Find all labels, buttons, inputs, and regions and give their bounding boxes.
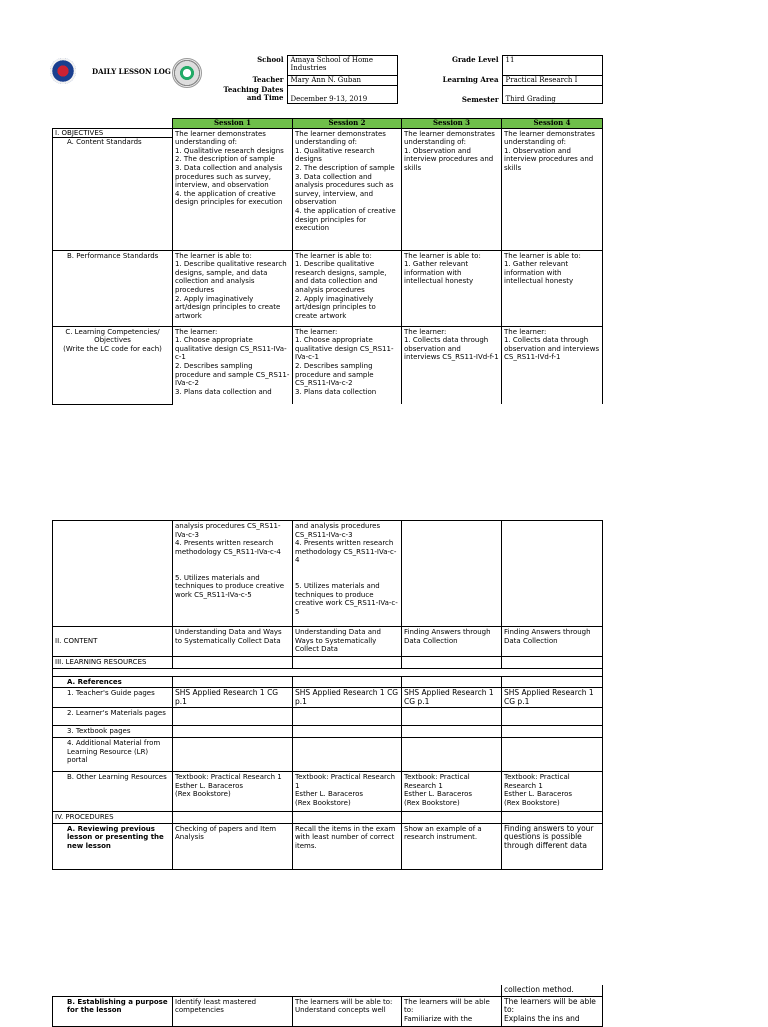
- competencies-cont-s2: and analysis procedures CS_RS11-IVa-c-3 4. Presents written research methodology CS_RS11-IVa-c-4 5. Utilizes materials and techniques to produce creative work CS_RS11-IVa-c-5: [293, 521, 402, 627]
- performance-s3: The learner is able to: 1. Gather relevant information with intellectual honesty: [402, 250, 502, 326]
- session-2-header: Session 2: [293, 119, 402, 129]
- teaching-dates-label: Teaching Dates and Time: [223, 84, 284, 102]
- teachers-guide-s4: SHS Applied Research 1 CG p.1: [502, 688, 603, 708]
- references-label: A. References: [53, 676, 173, 688]
- competencies-cont-s4: [502, 521, 603, 627]
- school-label: School: [257, 54, 284, 64]
- textbook-pages-label: 3. Textbook pages: [53, 726, 173, 738]
- teachers-guide-s3: SHS Applied Research 1 CG p.1: [402, 688, 502, 708]
- performance-s4: The learner is able to: 1. Gather relevant information with intellectual honesty: [502, 250, 603, 326]
- content-label: II. CONTENT: [53, 627, 173, 657]
- teacher-value: Mary Ann N. Guban: [287, 76, 397, 86]
- performance-standards-label: B. Performance Standards: [53, 250, 173, 326]
- dll-title: DAILY LESSON LOG: [92, 67, 171, 76]
- procedures-label: IV. PROCEDURES: [53, 811, 173, 823]
- content-standards-s3: The learner demonstrates understanding of: 1. Observation and interview procedures and skills: [402, 128, 502, 250]
- purpose-s4: The learners will be able to: Explains the ins and: [502, 996, 603, 1026]
- purpose-s1: Identify least mastered competencies: [173, 996, 293, 1026]
- session-3-header: Session 3: [402, 119, 502, 129]
- reviewing-s1: Checking of papers and Item Analysis: [173, 823, 293, 869]
- competencies-cont-s3: [402, 521, 502, 627]
- competencies-s4: The learner: 1. Collects data through observation and interviews CS_RS11-IVd-f-1: [502, 326, 603, 404]
- reviewing-s3: Show an example of a research instrument.: [402, 823, 502, 869]
- reviewing-s4: Finding answers to your questions is possible through different data: [502, 823, 603, 869]
- other-resources-s1: Textbook: Practical Research 1 Esther L. Baraceros (Rex Bookstore): [173, 771, 293, 811]
- purpose-s2: The learners will be able to: Understand concepts well: [293, 996, 402, 1026]
- competencies-s2: The learner: 1. Choose appropriate qualitative design CS_RS11-IVa-c-1 2. Describes sampling procedure and sample CS_RS11-IVa-c-2 3. Plans data collection: [293, 326, 402, 404]
- school-value: Amaya School of Home Industries: [287, 56, 397, 76]
- competencies-cont-s1: analysis procedures CS_RS11-IVa-c-3 4. Presents written research methodology CS_RS11-IVa-c-4 5. Utilizes materials and techniques to produce creative work CS_RS11-IVa-c-5: [173, 521, 293, 627]
- content-standards-label: A. Content Standards: [67, 138, 142, 147]
- objectives-table: [52, 118, 603, 405]
- content-s2: Understanding Data and Ways to Systematically Collect Data: [293, 627, 402, 657]
- semester-value: Third Grading: [502, 86, 602, 104]
- grade-level-value: 11: [502, 56, 602, 76]
- content-standards-s4: The learner demonstrates understanding of: 1. Observation and interview procedures and skills: [502, 128, 603, 250]
- content-resources-table: [52, 520, 603, 870]
- other-resources-label: B. Other Learning Resources: [53, 771, 173, 811]
- header-info-table: [48, 55, 602, 103]
- content-s1: Understanding Data and Ways to Systematically Collect Data: [173, 627, 293, 657]
- performance-s2: The learner is able to: 1. Describe qualitative research designs, sample, and data collection and analysis procedures 2. Apply imaginatively art/design principles to create artwork: [293, 250, 402, 326]
- collection-method-cont: collection method.: [502, 985, 603, 996]
- teachers-guide-s1: SHS Applied Research 1 CG p.1: [173, 688, 293, 708]
- purpose-label: B. Establishing a purpose for the lesson: [53, 996, 173, 1026]
- competencies-s1: The learner: 1. Choose appropriate qualitative design CS_RS11-IVa-c-1 2. Describes sampling procedure and sample CS_RS11-IVa-c-2 3. Plans data collection and: [173, 326, 293, 404]
- learning-area-label: Learning Area: [442, 74, 499, 84]
- reviewing-label: A. Reviewing previous lesson or presenting the new lesson: [53, 823, 173, 869]
- learning-area-value: Practical Research I: [502, 76, 602, 86]
- session-4-header: Session 4: [502, 119, 603, 129]
- content-standards-s2: The learner demonstrates understanding of: 1. Qualitative research designs 2. The description of sample 3. Data collection and analysis procedures such as survey, interview, and observation 4. the application of creative design principles for execution: [293, 128, 402, 250]
- performance-s1: The learner is able to: 1. Describe qualitative research designs, sample, and data collection and analysis procedures 2. Apply imaginatively art/design principles to create artwork: [173, 250, 293, 326]
- competencies-s3: The learner: 1. Collects data through observation and interviews CS_RS11-IVd-f-1: [402, 326, 502, 404]
- procedures-table: [52, 985, 603, 1027]
- teaching-dates-value: December 9-13, 2019: [287, 86, 397, 104]
- additional-materials-label: 4. Additional Material from Learning Resource (LR) portal: [53, 737, 173, 771]
- objectives-heading: I. OBJECTIVES: [53, 129, 172, 139]
- teachers-guide-s2: SHS Applied Research 1 CG p.1: [293, 688, 402, 708]
- other-resources-s4: Textbook: Practical Research 1 Esther L. Baraceros (Rex Bookstore): [502, 771, 603, 811]
- reviewing-s2: Recall the items in the exam with least number of correct items.: [293, 823, 402, 869]
- teachers-guide-label: 1. Teacher's Guide pages: [53, 688, 173, 708]
- teacher-label: Teacher: [252, 74, 284, 84]
- grade-level-label: Grade Level: [451, 54, 499, 64]
- competencies-label: C. Learning Competencies/ Objectives (Write the LC code for each): [53, 326, 173, 404]
- other-resources-s2: Textbook: Practical Research 1 Esther L. Baraceros (Rex Bookstore): [293, 771, 402, 811]
- purpose-s3: The learners will be able to: Familiarize with the: [402, 996, 502, 1026]
- other-resources-s3: Textbook: Practical Research 1 Esther L. Baraceros (Rex Bookstore): [402, 771, 502, 811]
- content-s4: Finding Answers through Data Collection: [502, 627, 603, 657]
- session-1-header: Session 1: [173, 119, 293, 129]
- learners-materials-label: 2. Learner's Materials pages: [53, 708, 173, 726]
- content-s3: Finding Answers through Data Collection: [402, 627, 502, 657]
- semester-label: Semester: [461, 94, 499, 104]
- learning-resources-label: III. LEARNING RESOURCES: [53, 657, 173, 669]
- content-standards-s1: The learner demonstrates understanding of: 1. Qualitative research designs 2. The description of sample 3. Data collection and analysis procedures such as survey, interview, and observation 4. the application of creative design principles for execution: [173, 128, 293, 250]
